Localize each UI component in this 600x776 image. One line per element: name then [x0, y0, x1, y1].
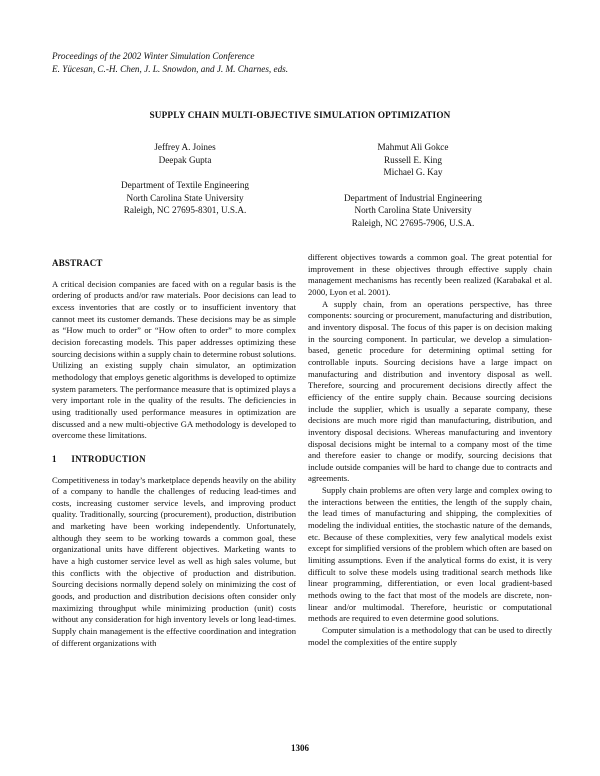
affiliation-line: Raleigh, NC 27695-8301, U.S.A. — [123, 205, 247, 216]
page-number: 1306 — [291, 743, 309, 753]
left-column — [52, 258, 296, 649]
author-block-left — [100, 141, 270, 217]
abstract-heading: ABSTRACT — [52, 258, 103, 268]
affiliation-line: North Carolina State University — [354, 205, 472, 216]
author-name: Russell E. King — [384, 154, 442, 165]
author-name: Deepak Gupta — [158, 154, 212, 165]
author-block-right — [328, 141, 498, 230]
affiliation-line: Department of Textile Engineering — [120, 180, 250, 191]
paper-title: SUPPLY CHAIN MULTI-OBJECTIVE SIMULATION OPTIMIZATION — [149, 110, 451, 120]
body-paragraph: A supply chain, from an operations perspective, has three components: sourcing or procurement, manufacturing and distribution, and inventory disposal. The focus of this paper is on decision making in the sourcing component. In particular, we develop a simulation-based, genetic procedure for determining optimal setting for controllable inputs. Sourcing decisions have a large impact on manufacturing and distribution and inventory disposal as well. Therefore, sourcing and procurement decisions directly affect the efficiency of the entire supply chain. Because sourcing decisions include the supplier, which is usually a separate company, these decisions are much more rigid than manufacturing, distribution, and inventory disposal decisions. Whereas manufacturing and inventory disposal decisions might be internal to a company most of the time and therefore easier to change or modify, sourcing decisions that include outside companies will be hard to change due to contracts and agreements. — [308, 298, 552, 484]
abstract-text: A critical decision companies are faced with on a regular basis is the ordering of products and/or raw materials. Poor decisions can lead to excess inventories that are costly or to insufficient inventory that cannot meet its customer demands. These decisions may be as simple as “How much to order” or “How often to order” to more complex decision forecasting models. This paper addresses optimizing these sourcing decisions within a supply chain to determine robust solutions. Utilizing an existing supply chain simulator, an optimization methodology that employs genetic algorithms is developed to optimize system parameters. The performance measure that is optimized plays a very important role in the quality of the results. The deficiencies in using traditionally used performance measures in optimization are discussed and a new multi-objective GA methodology is developed to overcome these limitations. — [52, 278, 296, 441]
author-name: Mahmut Ali Gokce — [377, 142, 449, 152]
body-paragraph: Computer simulation is a methodology that can be used to directly model the complexities of the entire supply — [308, 625, 552, 647]
right-column — [308, 252, 552, 648]
body-paragraph: Supply chain problems are often very large and complex owing to the interactions between the entities, the length of the supply chain, the lead times of manufacturing and shipping, the complexities of modeling the individual entities, the stochastic nature of the demands, etc. Because of these complexities, very few analytical models exist except for simplified versions of the problem which often are based on limiting assumptions. Even if the analytical forms do exist, it is very difficult to solve these models using traditional search methods like linear programming, differentiation, or even local gradient-based methods owing to the fact that most of the models are discrete, non-linear and/or multimodal. Therefore, heuristic or computational methods are required to even determine good solutions. — [308, 485, 552, 624]
conference-header — [52, 50, 288, 75]
author-name: Jeffrey A. Joines — [154, 142, 216, 152]
header-line-2: E. Yücesan, C.-H. Chen, J. L. Snowdon, and J. M. Charnes, eds. — [52, 63, 289, 74]
intro-heading: 1 INTRODUCTION — [52, 453, 146, 464]
author-name: Michael G. Kay — [383, 167, 443, 178]
affiliation-line: North Carolina State University — [126, 192, 244, 203]
header-line-1: Proceedings of the 2002 Winter Simulation Conference — [52, 51, 255, 61]
affiliation-line: Raleigh, NC 27695-7906, U.S.A. — [351, 217, 475, 228]
affiliation-line: Department of Industrial Engineering — [343, 192, 483, 203]
body-paragraph: different objectives towards a common goal. The great potential for improvement in these objectives through effective supply chain management mechanisms has recently been realized (Karabakal et al. 2000, Lyon et al. 2001). — [308, 252, 552, 297]
intro-paragraph: Competitiveness in today’s marketplace depends heavily on the ability of a company to handle the challenges of reducing lead-times and costs, increasing customer service levels, and improving product quality. Traditionally, sourcing (procurement), production, distribution and marketing have been working independently. Unfortunately, although they seem to be working towards a common goal, these organizational units have different objectives. Marketing wants to have a high customer service level as well as high sales volume, but this conflicts with the objective of production and distribution. Sourcing decisions normally depend solely on minimizing the cost of goods, and production and distribution decisions often consider only maximizing throughput while minimizing production (unit) costs without any consideration for high inventory levels or long lead-times. Supply chain management is the effective coordination and integration of different organizations with — [52, 474, 296, 648]
